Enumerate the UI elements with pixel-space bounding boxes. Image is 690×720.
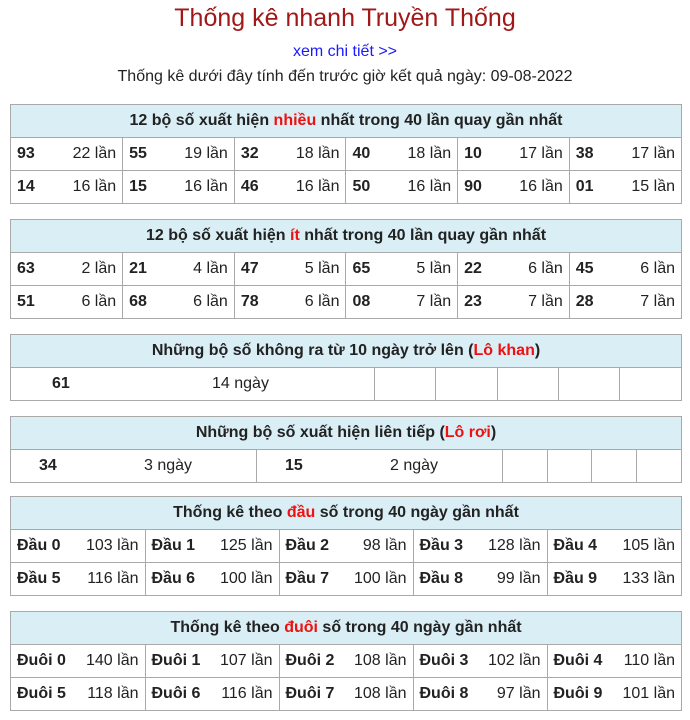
stat-cell [346,253,458,286]
lo-roi-days: 3 ngày [144,457,193,474]
stat-key: Đuôi 0 [17,652,66,669]
stat-key: 22 [464,260,482,277]
stat-count: 16 lần [295,178,340,195]
stat-cell [346,138,458,171]
stat-count: 16 lần [72,178,117,195]
stat-key: Đầu 7 [285,570,330,587]
stat-cell [11,253,123,286]
stat-key: 15 [129,178,147,195]
stat-count: 102 lần [488,652,541,669]
stat-key: Đầu 4 [553,537,598,554]
stat-cell [234,171,346,204]
stat-key: Đầu 6 [151,570,196,587]
stat-count: 110 lần [623,652,675,669]
stat-cell [234,253,346,286]
stat-cell [458,286,570,319]
stat-cell [413,530,547,563]
duoi-section [10,611,682,711]
stat-count: 100 lần [354,570,407,587]
stat-cell [145,563,279,596]
stat-cell [458,138,570,171]
stat-cell [11,171,123,204]
table-row [11,530,681,563]
lo-khan-number: 61 [52,375,70,392]
stat-key: Đầu 1 [151,537,196,554]
stat-count: 108 lần [354,652,407,669]
lo-khan-heading: Những bộ số không ra từ 10 ngày trở lên (Lô khan) [11,335,681,368]
stat-count: 16 lần [184,178,228,195]
stat-cell [547,530,681,563]
empty-cell [558,368,619,400]
page-title: Thống kê nhanh Truyền Thống [174,4,516,32]
stat-count: 2 lần [81,260,117,277]
lo-roi-cell [257,450,503,482]
stat-count: 99 lần [496,570,541,587]
stat-count: 7 lần [640,293,675,310]
stat-key: 55 [129,145,147,162]
stat-count: 6 lần [640,260,675,277]
most-frequent-section [10,104,682,204]
stat-count: 4 lần [193,260,228,277]
stat-count: 7 lần [528,293,563,310]
dau-heading: Thống kê theo đầu số trong 40 ngày gần nhất [11,497,681,530]
lo-roi-number: 34 [39,457,57,474]
stat-key: Đầu 2 [285,537,330,554]
stat-cell [279,678,413,711]
stat-cell [346,171,458,204]
stat-cell [458,253,570,286]
stat-cell [547,678,681,711]
stat-key: 10 [464,145,482,162]
lo-roi-days: 2 ngày [390,457,439,474]
stat-count: 100 lần [220,570,273,587]
table-row [11,253,681,286]
stat-count: 6 lần [528,260,563,277]
stat-count: 18 lần [407,145,452,162]
stat-key: Đuôi 2 [285,652,335,669]
stat-cell [413,678,547,711]
stat-count: 107 lần [220,652,273,669]
stat-key: 40 [352,145,371,162]
stat-count: 7 lần [416,293,452,310]
stat-count: 18 lần [295,145,340,162]
empty-cell [620,368,681,400]
stat-cell [569,286,681,319]
stat-cell [11,678,145,711]
stat-key: Đuôi 3 [419,652,469,669]
lo-khan-days: 14 ngày [212,375,269,392]
stat-key: Đuôi 9 [553,685,603,702]
stat-key: Đuôi 5 [17,685,66,702]
stat-key: Đuôi 7 [285,685,335,702]
lo-khan-cell [11,368,375,400]
stat-key: 45 [575,260,594,277]
stat-key: 14 [17,178,35,195]
stat-cell [123,286,235,319]
empty-cell [636,450,681,482]
stat-cell [279,530,413,563]
least-frequent-table [11,253,681,318]
stat-key: 01 [575,178,594,195]
stat-cell [346,286,458,319]
stat-count: 108 lần [354,685,407,702]
stat-count: 22 lần [72,145,117,162]
stat-key: 28 [575,293,594,310]
duoi-table [11,645,681,710]
stat-count: 98 lần [362,537,407,554]
stat-cell [234,138,346,171]
stat-count: 16 lần [407,178,452,195]
dau-section [10,496,682,596]
stat-cell [145,678,279,711]
stat-key: 51 [17,293,35,310]
stat-cell [145,530,279,563]
stat-cell [11,645,145,678]
empty-cell [503,450,548,482]
lo-roi-heading: Những bộ số xuất hiện liên tiếp (Lô rơi) [11,417,681,450]
table-row [11,645,681,678]
stat-cell [123,138,235,171]
stat-cell [123,171,235,204]
stat-cell [413,563,547,596]
table-row [11,368,681,400]
stat-count: 15 lần [631,178,675,195]
lo-roi-section [10,416,682,483]
stat-count: 103 lần [86,537,139,554]
stat-cell [11,286,123,319]
empty-cell [497,368,558,400]
stat-key: 47 [240,260,259,277]
table-row [11,450,681,482]
stat-count: 16 lần [519,178,563,195]
stat-key: Đầu 5 [17,570,61,587]
table-row [11,171,681,204]
stat-cell [413,645,547,678]
stat-key: 23 [464,293,482,310]
stat-key: 63 [17,260,35,277]
lo-roi-cell [11,450,257,482]
lo-khan-table [11,368,681,400]
stat-count: 133 lần [622,570,675,587]
stat-count: 125 lần [220,537,273,554]
stat-cell [145,645,279,678]
stat-key: 78 [240,293,259,310]
empty-cell [436,368,497,400]
stat-key: 08 [352,293,371,310]
empty-cell [375,368,436,400]
stat-key: Đuôi 4 [553,652,603,669]
stat-cell [11,530,145,563]
stat-key: Đầu 3 [419,537,464,554]
empty-cell [592,450,637,482]
stat-key: Đầu 9 [553,570,598,587]
most-frequent-table [11,138,681,203]
lo-roi-table [11,450,681,482]
stat-key: 50 [352,178,371,195]
stat-key: 38 [575,145,594,162]
stat-key: 68 [129,293,147,310]
stat-count: 6 lần [304,293,340,310]
stat-cell [569,253,681,286]
duoi-heading: Thống kê theo đuôi số trong 40 ngày gần nhất [11,612,681,645]
lo-roi-number: 15 [285,457,303,474]
stat-cell [11,563,145,596]
stat-count: 116 lần [221,685,273,702]
stat-key: Đuôi 6 [151,685,201,702]
stat-count: 5 lần [416,260,452,277]
stat-count: 105 lần [622,537,675,554]
stat-count: 101 lần [622,685,675,702]
stat-key: 32 [240,145,259,162]
stat-key: 46 [240,178,259,195]
most-frequent-heading: 12 bộ số xuất hiện nhiều nhất trong 40 lần quay gần nhất [11,105,681,138]
stat-count: 116 lần [87,570,139,587]
stat-count: 19 lần [184,145,228,162]
stat-count: 118 lần [87,685,139,702]
stat-count: 17 lần [519,145,563,162]
lo-khan-section [10,334,682,401]
least-frequent-heading: 12 bộ số xuất hiện ít nhất trong 40 lần quay gần nhất [11,220,681,253]
stat-count: 128 lần [488,537,541,554]
table-row [11,286,681,319]
stat-cell [547,563,681,596]
stat-key: Đầu 0 [17,537,61,554]
stat-count: 6 lần [193,293,228,310]
stat-cell [279,645,413,678]
stat-cell [279,563,413,596]
empty-cell [547,450,592,482]
stat-cell [569,171,681,204]
stat-count: 5 lần [304,260,340,277]
stat-cell [234,286,346,319]
stat-key: 90 [464,178,482,195]
view-details-link[interactable]: xem chi tiết >> [292,43,398,60]
stat-key: 65 [352,260,371,277]
table-row [11,678,681,711]
stat-count: 140 lần [86,652,139,669]
table-row [11,563,681,596]
stat-key: 21 [129,260,147,277]
stat-count: 17 lần [631,145,675,162]
stat-key: Đuôi 1 [151,652,201,669]
stat-cell [458,171,570,204]
stat-cell [123,253,235,286]
page-subtitle: Thống kê dưới đây tính đến trước giờ kết quả ngày: 09-08-2022 [117,68,573,85]
stat-key: Đầu 8 [419,570,464,587]
stat-cell [569,138,681,171]
table-row [11,138,681,171]
stat-key: 93 [17,145,35,162]
stat-count: 6 lần [81,293,117,310]
least-frequent-section [10,219,682,319]
stat-count: 97 lần [496,685,541,702]
stat-cell [11,138,123,171]
dau-table [11,530,681,595]
stat-cell [547,645,681,678]
stat-key: Đuôi 8 [419,685,469,702]
